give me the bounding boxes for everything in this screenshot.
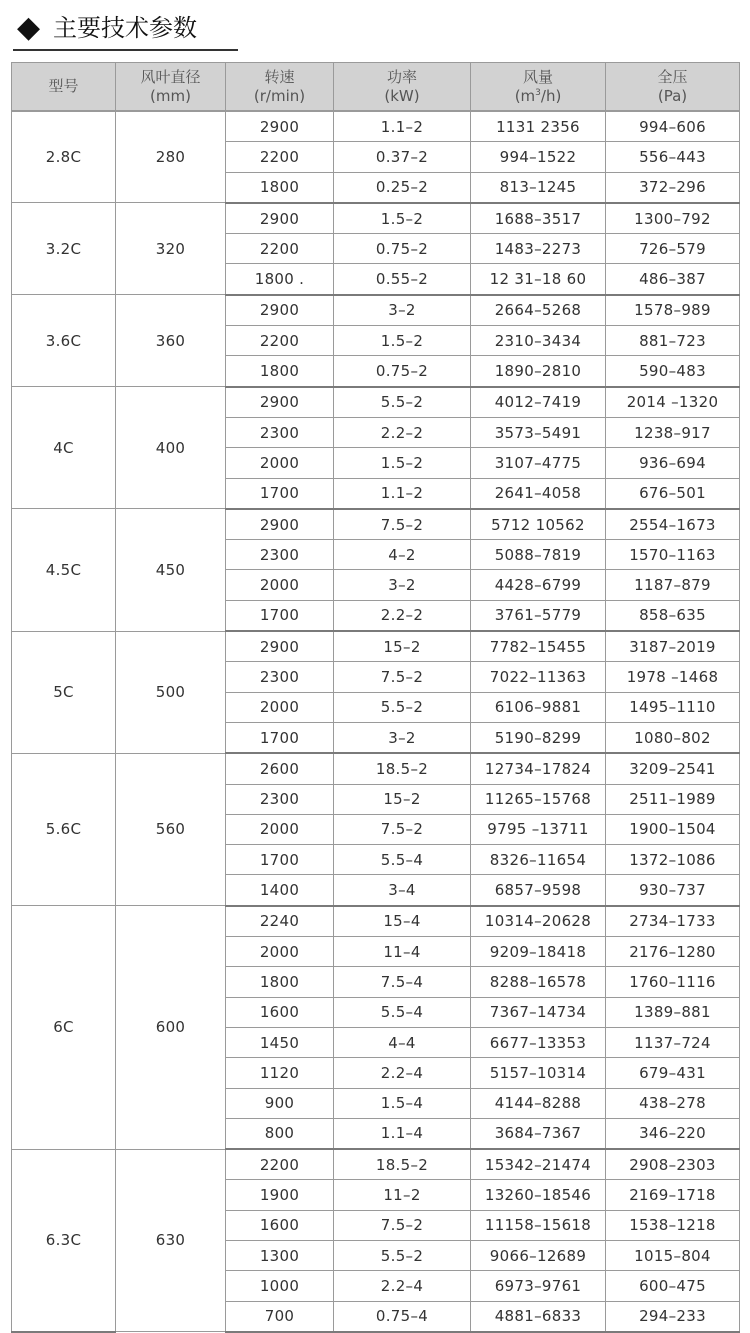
power-cell: 0.25–2 (334, 172, 471, 203)
pressure-cell: 1389–881 (606, 997, 740, 1027)
table-header-row (12, 63, 740, 112)
airflow-cell: 4012–7419 (471, 387, 606, 418)
model-cell: 6C (12, 906, 116, 1149)
speed-cell: 2000 (226, 448, 334, 478)
speed-cell: 1800 (226, 967, 334, 997)
column-header-diameter: 风叶直径 (mm) (116, 63, 226, 112)
pressure-cell: 1372–1086 (606, 845, 740, 875)
power-cell: 1.1–2 (334, 478, 471, 509)
pressure-cell: 346–220 (606, 1118, 740, 1149)
table-row (12, 631, 740, 662)
spec-table (11, 62, 740, 1333)
pressure-cell: 1080–802 (606, 722, 740, 753)
speed-cell: 1000 (226, 1271, 334, 1301)
power-cell: 0.55–2 (334, 264, 471, 295)
table-row (12, 753, 740, 784)
speed-cell: 2900 (226, 631, 334, 662)
pressure-cell: 726–579 (606, 234, 740, 264)
speed-cell: 2900 (226, 509, 334, 540)
heading-underline (13, 49, 238, 51)
airflow-cell: 5712 10562 (471, 509, 606, 540)
airflow-cell: 1131 2356 (471, 111, 606, 142)
power-cell: 18.5–2 (334, 1149, 471, 1180)
speed-cell: 2300 (226, 417, 334, 447)
pressure-cell: 1760–1116 (606, 967, 740, 997)
airflow-cell: 3573–5491 (471, 417, 606, 447)
pressure-cell: 881–723 (606, 326, 740, 356)
pressure-cell: 2734–1733 (606, 906, 740, 937)
pressure-cell: 556–443 (606, 142, 740, 172)
speed-cell: 1120 (226, 1058, 334, 1088)
pressure-cell: 372–296 (606, 172, 740, 203)
pressure-cell: 858–635 (606, 600, 740, 631)
power-cell: 3–2 (334, 570, 471, 600)
power-cell: 3–2 (334, 295, 471, 326)
speed-cell: 2300 (226, 784, 334, 814)
airflow-cell: 8326–11654 (471, 845, 606, 875)
airflow-cell: 994–1522 (471, 142, 606, 172)
speed-cell: 1700 (226, 845, 334, 875)
pressure-cell: 294–233 (606, 1301, 740, 1332)
power-cell: 11–2 (334, 1180, 471, 1210)
power-cell: 2.2–2 (334, 417, 471, 447)
power-cell: 3–4 (334, 875, 471, 906)
pressure-cell: 2908–2303 (606, 1149, 740, 1180)
airflow-cell: 3684–7367 (471, 1118, 606, 1149)
pressure-cell: 438–278 (606, 1088, 740, 1118)
airflow-cell: 2664–5268 (471, 295, 606, 326)
speed-cell: 2240 (226, 906, 334, 937)
airflow-cell: 12734–17824 (471, 753, 606, 784)
pressure-cell: 679–431 (606, 1058, 740, 1088)
pressure-cell: 3187–2019 (606, 631, 740, 662)
column-header-pressure: 全压 (Pa) (606, 63, 740, 112)
model-cell: 4.5C (12, 509, 116, 631)
power-cell: 0.75–4 (334, 1301, 471, 1332)
pressure-cell: 1238–917 (606, 417, 740, 447)
speed-cell: 2200 (226, 142, 334, 172)
speed-cell: 2900 (226, 111, 334, 142)
table-row (12, 387, 740, 418)
power-cell: 5.5–2 (334, 387, 471, 418)
speed-cell: 2200 (226, 234, 334, 264)
model-cell: 6.3C (12, 1149, 116, 1332)
column-header-power: 功率 (kW) (334, 63, 471, 112)
speed-cell: 2000 (226, 570, 334, 600)
airflow-cell: 5190–8299 (471, 722, 606, 753)
power-cell: 7.5–4 (334, 967, 471, 997)
pressure-cell: 1570–1163 (606, 540, 740, 570)
airflow-cell: 7367–14734 (471, 997, 606, 1027)
pressure-cell: 930–737 (606, 875, 740, 906)
speed-cell: 2000 (226, 692, 334, 722)
airflow-cell: 7782–15455 (471, 631, 606, 662)
pressure-cell: 2176–1280 (606, 937, 740, 967)
model-cell: 4C (12, 387, 116, 509)
power-cell: 5.5–2 (334, 1240, 471, 1270)
airflow-cell: 1483–2273 (471, 234, 606, 264)
power-cell: 1.5–2 (334, 448, 471, 478)
power-cell: 1.5–2 (334, 203, 471, 234)
table-row (12, 111, 740, 142)
speed-cell: 1600 (226, 997, 334, 1027)
speed-cell: 2200 (226, 1149, 334, 1180)
speed-cell: 700 (226, 1301, 334, 1332)
column-header-speed: 转速 (r/min) (226, 63, 334, 112)
airflow-cell: 7022–11363 (471, 662, 606, 692)
speed-cell: 1800 (226, 356, 334, 387)
pressure-cell: 1578–989 (606, 295, 740, 326)
power-cell: 0.37–2 (334, 142, 471, 172)
pressure-cell: 600–475 (606, 1271, 740, 1301)
airflow-cell: 2641–4058 (471, 478, 606, 509)
pressure-cell: 676–501 (606, 478, 740, 509)
airflow-cell: 13260–18546 (471, 1180, 606, 1210)
power-cell: 2.2–2 (334, 600, 471, 631)
power-cell: 1.1–4 (334, 1118, 471, 1149)
pressure-cell: 2014 –1320 (606, 387, 740, 418)
airflow-cell: 3107–4775 (471, 448, 606, 478)
pressure-cell: 2169–1718 (606, 1180, 740, 1210)
speed-cell: 1400 (226, 875, 334, 906)
power-cell: 2.2–4 (334, 1058, 471, 1088)
airflow-cell: 6857–9598 (471, 875, 606, 906)
pressure-cell: 590–483 (606, 356, 740, 387)
pressure-cell: 1187–879 (606, 570, 740, 600)
column-header-airflow: 风量 $(m^3/h)$ (471, 63, 606, 112)
table-row (12, 509, 740, 540)
speed-cell: 1300 (226, 1240, 334, 1270)
power-cell: 5.5–2 (334, 692, 471, 722)
speed-cell: 2000 (226, 937, 334, 967)
speed-cell: 2900 (226, 295, 334, 326)
power-cell: 5.5–4 (334, 997, 471, 1027)
speed-cell: 1600 (226, 1210, 334, 1240)
table-row (12, 295, 740, 326)
power-cell: 1.5–4 (334, 1088, 471, 1118)
airflow-cell: 15342–21474 (471, 1149, 606, 1180)
airflow-cell: 11265–15768 (471, 784, 606, 814)
column-header-model: 型号 (12, 63, 116, 112)
airflow-cell: 6677–13353 (471, 1027, 606, 1057)
airflow-cell: 5157–10314 (471, 1058, 606, 1088)
pressure-cell: 1495–1110 (606, 692, 740, 722)
speed-cell: 1700 (226, 478, 334, 509)
airflow-cell: 4881–6833 (471, 1301, 606, 1332)
power-cell: 0.75–2 (334, 234, 471, 264)
airflow-cell: 8288–16578 (471, 967, 606, 997)
airflow-cell: 6973–9761 (471, 1271, 606, 1301)
pressure-cell: 1900–1504 (606, 814, 740, 844)
power-cell: 15–2 (334, 784, 471, 814)
power-cell: 7.5–2 (334, 662, 471, 692)
power-cell: 15–4 (334, 906, 471, 937)
airflow-unit: $(m^3/h)$ (514, 86, 562, 105)
model-cell: 5C (12, 631, 116, 753)
table-row (12, 1149, 740, 1180)
airflow-cell: 4144–8288 (471, 1088, 606, 1118)
power-cell: 2.2–4 (334, 1271, 471, 1301)
speed-cell: 2900 (226, 203, 334, 234)
speed-cell: 2900 (226, 387, 334, 418)
speed-cell: 2600 (226, 753, 334, 784)
diameter-cell: 400 (116, 387, 226, 509)
model-cell: 2.8C (12, 111, 116, 203)
table-row (12, 906, 740, 937)
table-row (12, 203, 740, 234)
diamond-bullet-icon: ◆ (17, 10, 41, 45)
airflow-cell: 5088–7819 (471, 540, 606, 570)
power-cell: 4–2 (334, 540, 471, 570)
airflow-cell: 1688–3517 (471, 203, 606, 234)
pressure-cell: 486–387 (606, 264, 740, 295)
speed-cell: 1700 (226, 600, 334, 631)
pressure-cell: 2554–1673 (606, 509, 740, 540)
airflow-cell: 6106–9881 (471, 692, 606, 722)
airflow-cell: 2310–3434 (471, 326, 606, 356)
pressure-cell: 1300–792 (606, 203, 740, 234)
speed-cell: 2300 (226, 662, 334, 692)
diameter-cell: 500 (116, 631, 226, 753)
diameter-cell: 450 (116, 509, 226, 631)
diameter-cell: 360 (116, 295, 226, 387)
pressure-cell: 936–694 (606, 448, 740, 478)
airflow-cell: 3761–5779 (471, 600, 606, 631)
pressure-cell: 1978 –1468 (606, 662, 740, 692)
speed-cell: 2300 (226, 540, 334, 570)
diameter-cell: 600 (116, 906, 226, 1149)
airflow-cell: 1890–2810 (471, 356, 606, 387)
power-cell: 3–2 (334, 722, 471, 753)
speed-cell: 2200 (226, 326, 334, 356)
speed-cell: 2000 (226, 814, 334, 844)
speed-cell: 1800 . (226, 264, 334, 295)
speed-cell: 1900 (226, 1180, 334, 1210)
diameter-cell: 630 (116, 1149, 226, 1332)
speed-cell: 1800 (226, 172, 334, 203)
power-cell: 15–2 (334, 631, 471, 662)
diameter-cell: 560 (116, 753, 226, 905)
section-title: 主要技术参数 (53, 14, 197, 42)
airflow-cell: 10314–20628 (471, 906, 606, 937)
power-cell: 7.5–2 (334, 509, 471, 540)
pressure-cell: 994–606 (606, 111, 740, 142)
pressure-cell: 1137–724 (606, 1027, 740, 1057)
airflow-cell: 9209–18418 (471, 937, 606, 967)
airflow-cell: 11158–15618 (471, 1210, 606, 1240)
speed-cell: 1700 (226, 722, 334, 753)
power-cell: 7.5–2 (334, 814, 471, 844)
power-cell: 1.5–2 (334, 326, 471, 356)
diameter-cell: 320 (116, 203, 226, 295)
power-cell: 7.5–2 (334, 1210, 471, 1240)
model-cell: 5.6C (12, 753, 116, 905)
pressure-cell: 1538–1218 (606, 1210, 740, 1240)
airflow-cell: 4428–6799 (471, 570, 606, 600)
power-cell: 5.5–4 (334, 845, 471, 875)
power-cell: 4–4 (334, 1027, 471, 1057)
airflow-cell: 12 31–18 60 (471, 264, 606, 295)
airflow-cell: 813–1245 (471, 172, 606, 203)
pressure-cell: 3209–2541 (606, 753, 740, 784)
airflow-cell: 9066–12689 (471, 1240, 606, 1270)
power-cell: 1.1–2 (334, 111, 471, 142)
power-cell: 18.5–2 (334, 753, 471, 784)
speed-cell: 1450 (226, 1027, 334, 1057)
section-heading (0, 0, 750, 62)
pressure-cell: 2511–1989 (606, 784, 740, 814)
speed-cell: 900 (226, 1088, 334, 1118)
power-cell: 11–4 (334, 937, 471, 967)
speed-cell: 800 (226, 1118, 334, 1149)
model-cell: 3.6C (12, 295, 116, 387)
model-cell: 3.2C (12, 203, 116, 295)
airflow-cell: 9795 –13711 (471, 814, 606, 844)
power-cell: 0.75–2 (334, 356, 471, 387)
pressure-cell: 1015–804 (606, 1240, 740, 1270)
diameter-cell: 280 (116, 111, 226, 203)
